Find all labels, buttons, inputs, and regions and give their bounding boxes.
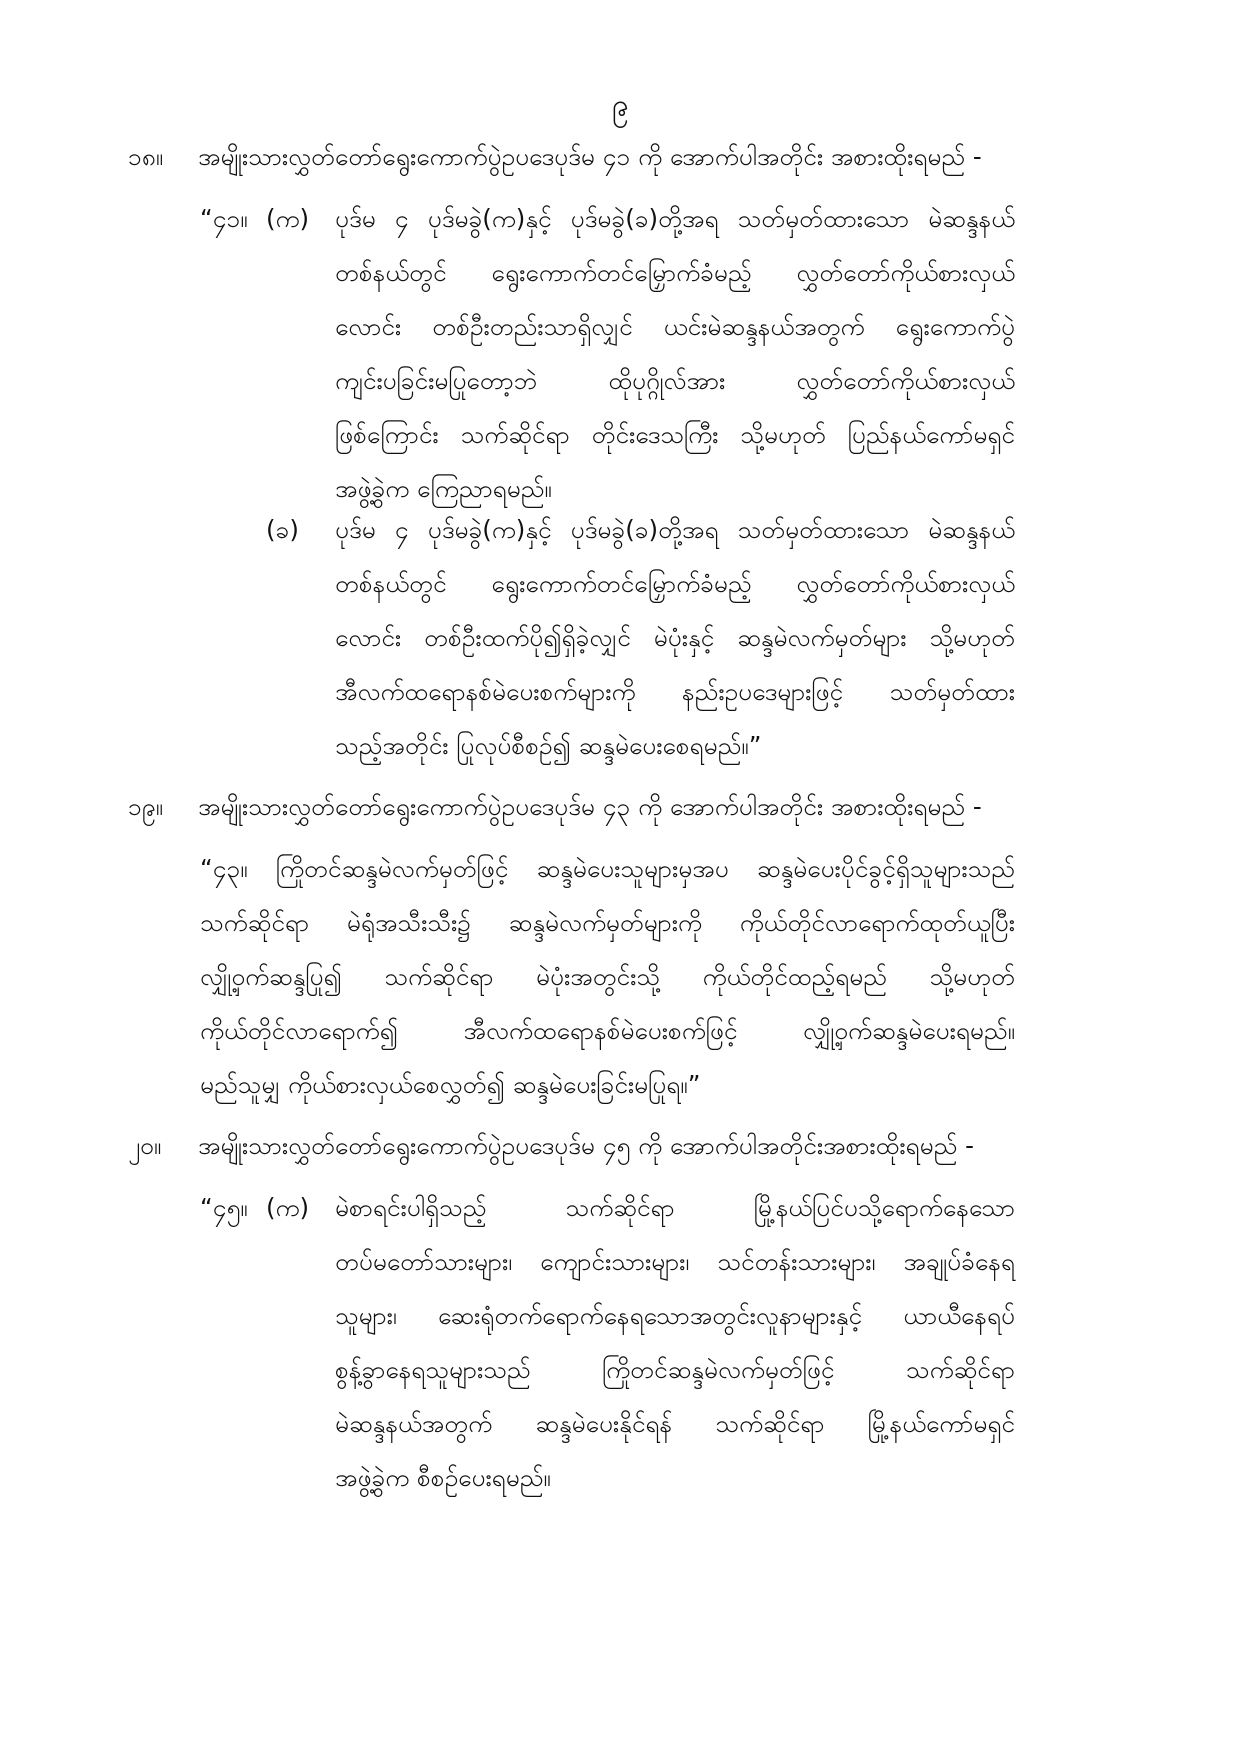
body-line: စွန့်ခွာနေရသူများသည် ကြိုတင်ဆန္ဒမဲလက်မှတ်ဖြင့် သက်ဆိုင်ရာ	[335, 1355, 1015, 1384]
body-line: ဖြစ်ကြောင်း သက်ဆိုင်ရာ တိုင်းဒေသကြီး သို့မဟုတ် ပြည်နယ်ကော်မရှင်	[335, 420, 1015, 449]
section-intro: အမျိုးသားလွှတ်တော်ရွေးကောက်ပွဲဥပဒေပုဒ်မ ၄၅ ကို အောက်ပါအတိုင်းအစားထိုးရမည် -	[198, 1131, 974, 1160]
body-line: ပုဒ်မ ၄ ပုဒ်မခွဲ(က)နှင့် ပုဒ်မခွဲ(ခ)တို့အရ သတ်မှတ်ထားသော မဲဆန္ဒနယ်	[335, 515, 1015, 544]
section-number: ၂၀။	[128, 1131, 162, 1160]
item-label: (က)	[266, 204, 310, 233]
body-line: လျှို့ဝှက်ဆန္ဒပြု၍ သက်ဆိုင်ရာ မဲပုံးအတွင်းသို့ ကိုယ်တိုင်ထည့်ရမည် သို့မဟုတ်	[200, 962, 1015, 991]
body-line: “၄၃။ ကြိုတင်ဆန္ဒမဲလက်မှတ်ဖြင့် ဆန္ဒမဲပေးသူများမှအပ ဆန္ဒမဲပေးပိုင်ခွင့်ရှိသူများသည်	[200, 854, 1015, 883]
body-line: အဖွဲ့ခွဲက စီစဉ်ပေးရမည်။	[335, 1463, 551, 1492]
body-line: သူများ၊ ဆေးရုံတက်ရောက်နေရသောအတွင်းလူနာများနှင့် ယာယီနေရပ်	[335, 1301, 1015, 1330]
body-line: သည့်အတိုင်း ပြုလုပ်စီစဉ်၍ ဆန္ဒမဲပေးစေရမည်။”	[335, 731, 762, 760]
body-line: တစ်နယ်တွင် ရွေးကောက်တင်မြှောက်ခံမည့် လွှတ်တော်ကိုယ်စားလှယ်	[335, 569, 1015, 598]
body-line: မဲစာရင်းပါရှိသည့် သက်ဆိုင်ရာ မြို့နယ်ပြင်ပသို့ရောက်နေသော	[335, 1193, 1015, 1222]
body-line: မဲဆန္ဒနယ်အတွက် ဆန္ဒမဲပေးနိုင်ရန် သက်ဆိုင်ရာ မြို့နယ်ကော်မရှင်	[335, 1409, 1015, 1438]
body-line: ကျင်းပခြင်းမပြုတော့ဘဲ ထိုပုဂ္ဂိုလ်အား လွှတ်တော်ကိုယ်စားလှယ်	[335, 366, 1015, 395]
item-label: (က)	[266, 1193, 310, 1222]
clause-label: “၄၅။	[200, 1193, 248, 1222]
body-line: မည်သူမျှ ကိုယ်စားလှယ်စေလွှတ်၍ ဆန္ဒမဲပေးခြင်းမပြုရ။”	[200, 1070, 701, 1099]
body-line: တစ်နယ်တွင် ရွေးကောက်တင်မြှောက်ခံမည့် လွှတ်တော်ကိုယ်စားလှယ်	[335, 258, 1015, 287]
body-line: သက်ဆိုင်ရာ မဲရုံအသီးသီး၌ ဆန္ဒမဲလက်မှတ်များကို ကိုယ်တိုင်လာရောက်ထုတ်ယူပြီး	[200, 908, 1015, 937]
body-line: ကိုယ်တိုင်လာရောက်၍ အီလက်ထရောနစ်မဲပေးစက်ဖြင့် လျှို့ဝှက်ဆန္ဒမဲပေးရမည်။	[200, 1016, 1015, 1045]
section-intro: အမျိုးသားလွှတ်တော်ရွေးကောက်ပွဲဥပဒေပုဒ်မ ၄၃ ကို အောက်ပါအတိုင်း အစားထိုးရမည် -	[198, 792, 982, 821]
clause-label: “၄၁။	[200, 204, 248, 233]
page-number: ၉	[612, 88, 629, 123]
body-line: လောင်း တစ်ဦးထက်ပို၍ရှိခဲ့လျှင် မဲပုံးနှင့် ဆန္ဒမဲလက်မှတ်များ သို့မဟုတ်	[335, 623, 1015, 652]
body-line: လောင်း တစ်ဦးတည်းသာရှိလျှင် ယင်းမဲဆန္ဒနယ်အတွက် ရွေးကောက်ပွဲ	[335, 312, 1015, 341]
section-number: ၁၉။	[128, 792, 163, 821]
body-line: အီလက်ထရောနစ်မဲပေးစက်များကို နည်းဥပဒေများဖြင့် သတ်မှတ်ထား	[335, 677, 1015, 706]
item-label: (ခ)	[266, 515, 299, 544]
body-line: ပုဒ်မ ၄ ပုဒ်မခွဲ(က)နှင့် ပုဒ်မခွဲ(ခ)တို့အရ သတ်မှတ်ထားသော မဲဆန္ဒနယ်	[335, 204, 1015, 233]
body-line: တပ်မတော်သားများ၊ ကျောင်းသားများ၊ သင်တန်းသားများ၊ အချုပ်ခံနေရ	[335, 1247, 1015, 1276]
section-number: ၁၈။	[128, 142, 164, 171]
body-line: အဖွဲ့ခွဲက ကြေညာရမည်။	[335, 474, 552, 503]
section-intro: အမျိုးသားလွှတ်တော်ရွေးကောက်ပွဲဥပဒေပုဒ်မ ၄၁ ကို အောက်ပါအတိုင်း အစားထိုးရမည် -	[198, 142, 982, 171]
